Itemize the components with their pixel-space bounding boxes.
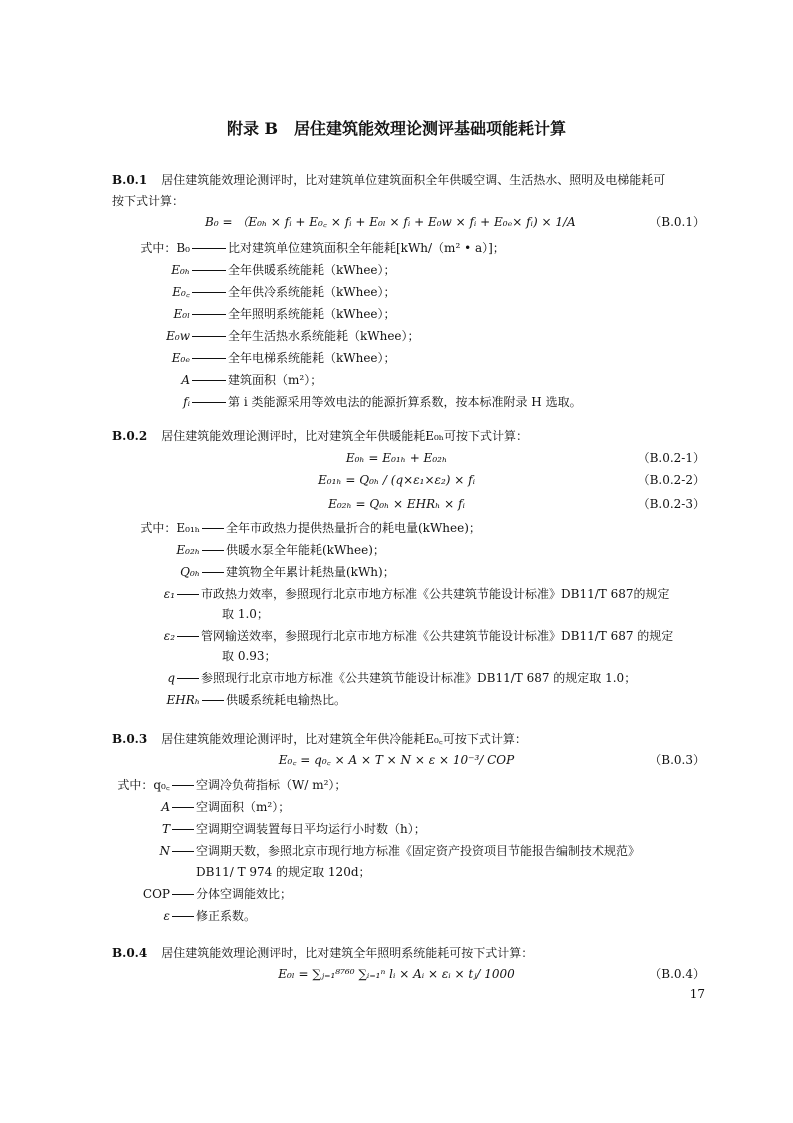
def-text: 分体空调能效比； <box>170 886 292 902</box>
def-symbol: ε <box>163 909 170 923</box>
def-symbol: EHRₕ <box>166 693 200 707</box>
def-symbol: E₀ₗ <box>173 307 190 321</box>
def-text-cont: 取 0.93； <box>222 649 277 663</box>
def-symbol: q <box>167 671 175 685</box>
def-text-cont: DB11/ T 974 的规定取 120d； <box>196 865 371 879</box>
def-symbol: 式中：E₀₁ₕ <box>140 521 200 535</box>
def-symbol: E₀₂ₕ <box>176 543 200 557</box>
def-text: 空调冷负荷指标（W/ m²）； <box>170 777 346 793</box>
def-text: 空调期空调装置每日平均运行小时数（h）； <box>170 821 426 837</box>
clause-b04-text: B.0.4 居住建筑能效理论测评时，比对建筑全年照明系统能耗可按下式计算： <box>112 946 534 960</box>
def-text: 第 i 类能源采用等效电法的能源折算系数，按本标准附录 H 选取。 <box>190 394 582 410</box>
equation-number: （B.0.4） <box>649 967 705 981</box>
def-symbol: 式中：q₀꜀ <box>117 778 170 792</box>
def-symbol: A <box>161 800 170 814</box>
def-text: 建筑面积（m²）； <box>190 372 322 388</box>
def-text: 修正系数。 <box>170 908 256 924</box>
formula-b02-1: E₀ₕ = E₀₁ₕ + E₀₂ₕ <box>345 451 448 465</box>
def-text-cont: 取 1.0； <box>222 607 269 621</box>
def-symbol: E₀ₕ <box>171 263 190 277</box>
def-symbol: E₀꜀ <box>172 285 190 299</box>
def-symbol: E₀w <box>166 329 190 343</box>
formula-b03: E₀꜀ = q₀꜀ × A × T × N × ε × 10⁻³/ COP <box>278 753 515 767</box>
def-symbol: ε₂ <box>163 629 175 643</box>
def-text: 全年生活热水系统能耗（kWhee）； <box>190 328 420 344</box>
clause-b02-text: B.0.2 居住建筑能效理论测评时，比对建筑全年供暖能耗E₀ₕ可按下式计算： <box>112 429 528 443</box>
equation-number: （B.0.2-2） <box>637 473 705 487</box>
def-text: 市政热力效率，参照现行北京市地方标准《公共建筑节能设计标准》DB11/T 687的规定 <box>175 586 669 602</box>
page-title: 附录 B 居住建筑能效理论测评基础项能耗计算 <box>226 119 567 138</box>
def-text: 全年电梯系统能耗（kWhee）； <box>190 350 396 366</box>
def-text: 空调期天数，参照北京市现行地方标准《固定资产投资项目节能报告编制技术规范》 <box>170 843 640 859</box>
def-symbol: 式中：B₀ <box>140 241 190 255</box>
def-text: 空调面积（m²）； <box>170 799 290 815</box>
def-text: 全年供暖系统能耗（kWhee）； <box>190 262 396 278</box>
def-symbol: COP <box>142 887 170 901</box>
clause-b01-text-cont: 按下式计算： <box>112 194 185 208</box>
def-symbol: ε₁ <box>163 587 175 601</box>
def-text: 全年照明系统能耗（kWhee）； <box>190 306 396 322</box>
clause-number: B.0.1 <box>112 173 148 187</box>
clause-b03-text: B.0.3 居住建筑能效理论测评时，比对建筑全年供冷能耗E₀꜀可按下式计算： <box>112 732 527 746</box>
def-symbol: T <box>161 822 170 836</box>
clause-number: B.0.2 <box>112 429 148 443</box>
def-text: 管网输送效率，参照现行北京市地方标准《公共建筑节能设计标准》DB11/T 687 的规定 <box>175 628 673 644</box>
def-text: 全年供冷系统能耗（kWhee）； <box>190 284 396 300</box>
equation-number: （B.0.2-3） <box>637 497 705 511</box>
def-text: 供暖系统耗电输热比。 <box>200 692 346 708</box>
def-text: 全年市政热力提供热量折合的耗电量(kWhee)； <box>200 520 481 536</box>
def-text: 参照现行北京市地方标准《公共建筑节能设计标准》DB11/T 687 的规定取 1.0； <box>175 670 636 686</box>
clause-number: B.0.4 <box>112 946 148 960</box>
equation-number: （B.0.3） <box>649 753 705 767</box>
equation-number: （B.0.2-1） <box>637 451 705 465</box>
def-text: 比对建筑单位建筑面积全年能耗[kWh/（m² • a）]； <box>190 240 505 256</box>
def-symbol: A <box>181 373 190 387</box>
clause-b01-text: B.0.1 居住建筑能效理论测评时，比对建筑单位建筑面积全年供暖空调、生活热水、照明及电梯能耗可 <box>112 173 666 187</box>
def-symbol: Q₀ₕ <box>180 565 200 579</box>
page-number: 17 <box>689 987 705 1001</box>
formula-b02-3: E₀₂ₕ = Q₀ₕ × EHRₕ × fᵢ <box>328 497 465 511</box>
def-symbol: N <box>159 844 170 858</box>
equation-number: （B.0.1） <box>649 215 705 229</box>
formula-b01: B₀ = （E₀ₕ × fᵢ + E₀꜀ × fᵢ + E₀ₗ × fᵢ + E₀w × fᵢ + E₀ₑ× fᵢ) × 1/A <box>205 215 576 229</box>
formula-b02-2: E₀₁ₕ = Q₀ₕ / (q×ε₁×ε₂) × fᵢ <box>318 473 475 487</box>
def-text: 供暖水泵全年能耗(kWhee)； <box>200 542 385 558</box>
def-symbol: E₀ₑ <box>171 351 190 365</box>
clause-number: B.0.3 <box>112 732 148 746</box>
def-symbol: fᵢ <box>183 395 190 409</box>
def-text: 建筑物全年累计耗热量(kWh)； <box>200 564 395 580</box>
formula-b04: E₀ₗ = ∑ⱼ₌₁⁸⁷⁶⁰ ∑ᵢ₌₁ⁿ lᵢ × Aᵢ × εᵢ × tⱼ/ 1000 <box>278 967 515 981</box>
